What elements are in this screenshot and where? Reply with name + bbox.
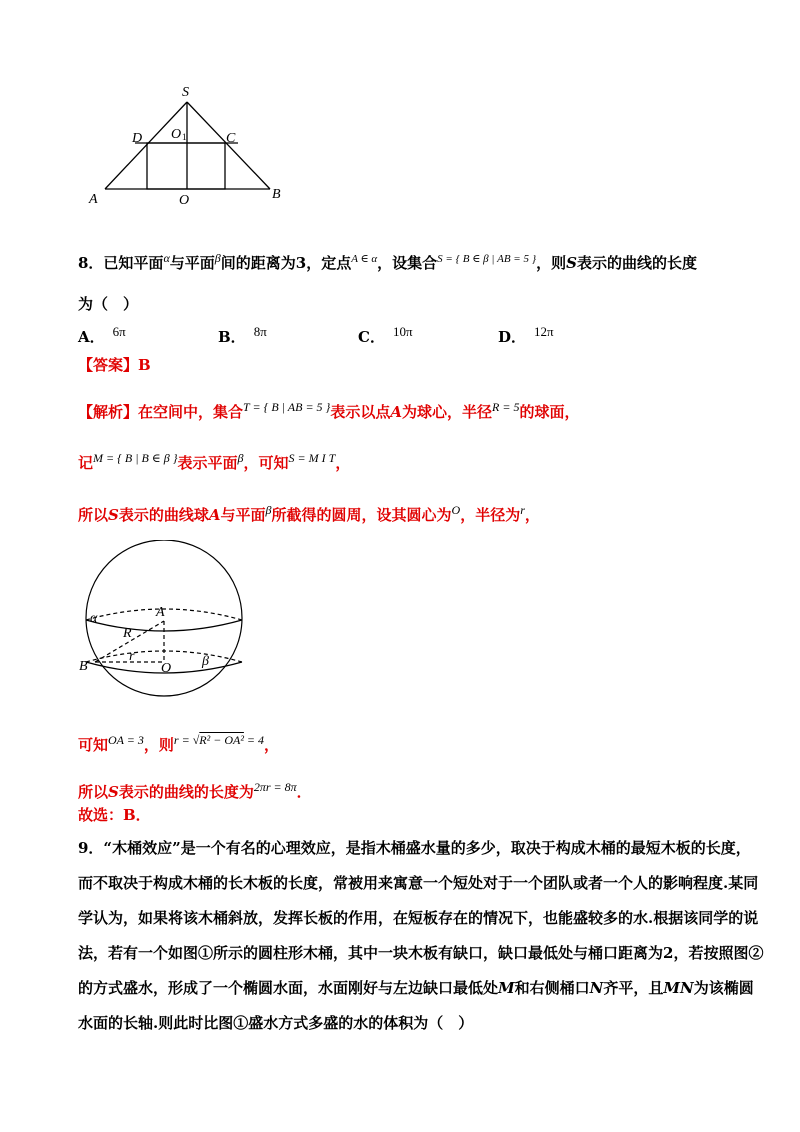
label-B: B — [272, 187, 281, 202]
label-R: R — [123, 626, 132, 641]
option-c[interactable]: C． $^{10\pi}$ — [358, 324, 413, 346]
answer-line: 【答案】B — [78, 356, 151, 374]
label-S: S — [182, 85, 189, 100]
q9-line2: 而不取决于构成木桶的长木板的长度，常被用来寓意一个短处对于一个团队或者一个人的影响程度.某同 — [78, 874, 759, 892]
set-T-formula: T = { B | AB = 5 } — [243, 400, 331, 414]
analysis-line2: 记$^{M = \{ B | B \in \beta \}}$表示平面$^\beta$，可知$^{S = M I T}$， — [78, 451, 351, 472]
option-d[interactable]: D． $^{12\pi}$ — [498, 324, 554, 346]
sphere-figure — [75, 540, 255, 700]
analysis-line1: 【解析】在空间中，集合$^{T = \{ B | AB = 5 \}}$表示以点A为球心，半径$^{R = 5}$的球面， — [78, 400, 580, 421]
analysis-line3: 所以S表示的曲线球A与平面$^\beta$所截得的圆周，设其圆心为$^O$，半径为$^r$， — [78, 503, 540, 524]
q9-line3: 学认为，如果将该木桶斜放，发挥长板的作用，在短板存在的情况下，也能盛较多的水.根据该同学的说 — [78, 909, 759, 927]
label-C: C — [226, 131, 236, 146]
q9-line4: 法，若有一个如图①所示的圆柱形木桶，其中一块木板有缺口，缺口最低处与桶口距离为2，若按照图② — [78, 944, 764, 962]
label-O: O — [161, 661, 172, 676]
label-B: B — [79, 659, 88, 674]
label-A: A — [156, 605, 165, 620]
analysis-conclusion: 故选：B． — [78, 806, 151, 824]
q8-line1: 8．已知平面$^\alpha$与平面$^\beta$间的距离为3，定点$^{A \in \alpha}$，设集合$^{S = \{ B \in \beta | AB = 5 \}}$，则S表示的曲线的长度 — [78, 251, 697, 272]
cone-left-edge — [105, 102, 187, 189]
q8-line2: 为（ ） — [78, 295, 139, 313]
q9-line1: 9．“木桶效应”是一个有名的心理效应，是指木桶盛水量的多少，取决于构成木桶的最短木板的长度， — [78, 839, 751, 857]
label-alpha: α — [90, 611, 98, 626]
label-O1-sub: 1 — [182, 132, 187, 142]
label-O: O — [179, 193, 190, 208]
alpha-symbol: α — [163, 251, 170, 265]
label-O1: O — [171, 127, 182, 142]
option-b[interactable]: B． $^{8\pi}$ — [218, 324, 267, 346]
cone-cylinder-figure — [80, 80, 290, 210]
beta-symbol: β — [214, 251, 221, 265]
analysis-line4: 可知$^{OA = 3}$，则$^{r = √R^2 - OA^2 = 4}$， — [78, 733, 280, 754]
option-a[interactable]: A． $^{6\pi}$ — [78, 324, 126, 346]
q9-line5: 的方式盛水，形成了一个椭圆水面，水面刚好与左边缺口最低处M和右侧桶口N齐平，且MN为该椭圆 — [78, 979, 754, 997]
label-D: D — [132, 131, 143, 146]
label-A: A — [89, 192, 98, 207]
label-beta: β — [202, 654, 209, 669]
cylinder-section — [147, 143, 225, 189]
label-r: r — [129, 649, 135, 664]
q9-line6: 水面的长轴.则此时比图①盛水方式多盛的水的体积为（ ） — [78, 1014, 474, 1032]
set-M-formula: M = { B | B ∈ β } — [93, 451, 178, 465]
analysis-line5: 所以S表示的曲线的长度为$^{2\pi r = 8\pi}$． — [78, 780, 312, 801]
set-S-formula: S = { B ∈ β | AB = 5 } — [437, 253, 537, 265]
